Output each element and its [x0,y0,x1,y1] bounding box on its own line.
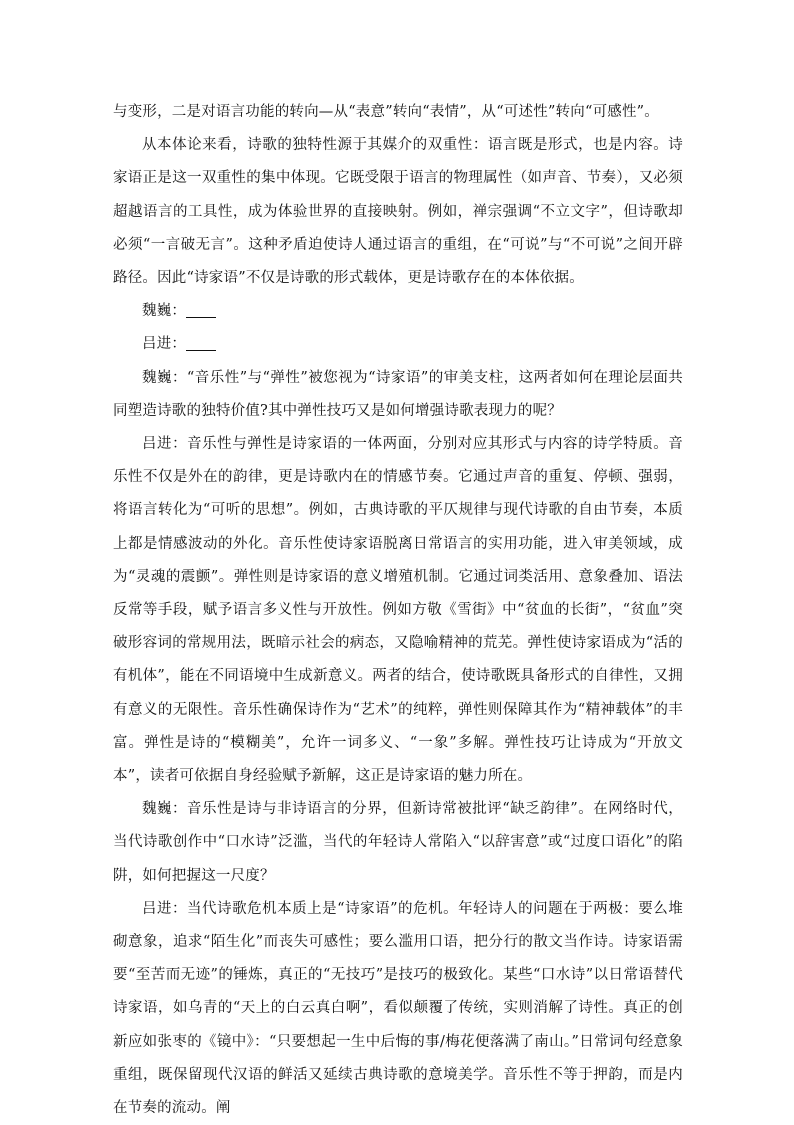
paragraph-answer-3: 吕进：当代诗歌危机本质上是“诗家语”的危机。年轻诗人的问题在于两极：要么堆砌意象，追求“陌生化”而丧失可感性；要么滥用口语，把分行的散文当作诗。诗家语需要“至苦而无迹”的锤炼，真正的“无技巧”是技巧的极致化。某些“口水诗”以日常语替代诗家语，如乌青的“天上的白云真白啊”，看似颠覆了传统，实则消解了诗性。真正的创新应如张枣的《镜中》：“只要想起一生中后悔的事/梅花便落满了南山。”日常词句经意象重组，既保留现代汉语的鲜活又延续古典诗歌的意境美学。音乐性不等于押韵，而是内在节奏的流动。阐 [113,900,683,1117]
document-body [113,96,683,1125]
fill-in-blank-2 [186,334,216,351]
question-blank-weiwei [113,295,683,328]
answer-blank-lvjin [113,328,683,361]
paragraph-question-2: 魏巍：“音乐性”与“弹性”被您视为“诗家语”的审美支柱，这两者如何在理论层面共同塑造诗歌的独特价值?其中弹性技巧又是如何增强诗歌表现力的呢？ [113,369,683,419]
speaker-label-weiwei: 魏巍： [142,303,187,320]
speaker-label-lvjin: 吕进： [142,336,187,353]
paragraph-1: 与变形，二是对语言功能的转向—从“表意”转向“表情”，从“可述性”转向“可感性”。 [113,104,659,120]
paragraph-question-3: 魏巍：音乐性是诗与非诗语言的分界，但新诗常被批评“缺乏韵律”。在网络时代，当代诗歌创作中“口水诗”泛滥，当代的年轻诗人常陷入“以辞害意”或“过度口语化”的陷阱，如何把握这一尺度？ [113,801,683,884]
fill-in-blank-1 [186,301,216,318]
paragraph-answer-2: 吕进：音乐性与弹性是诗家语的一体两面，分别对应其形式与内容的诗学特质。音乐性不仅是外在的韵律，更是诗歌内在的情感节奏。它通过声音的重复、停顿、强弱，将语言转化为“可听的思想”。例如，古典诗歌的平仄规律与现代诗歌的自由节奏，本质上都是情感波动的外化。音乐性使诗家语脱离日常语言的实用功能，进入审美领域，成为“灵魂的震颤”。弹性则是诗家语的意义增殖机制。它通过词类活用、意象叠加、语法反常等手段，赋予语言多义性与开放性。例如方敬《雪街》中“贫血的长街”，“贫血”突破形容词的常规用法，既暗示社会的病态，又隐喻精神的荒芜。弹性使诗家语成为“活的有机体”，能在不同语境中生成新意义。两者的结合，使诗歌既具备形式的自律性，又拥有意义的无限性。音乐性确保诗作为“艺术”的纯粹，弹性则保障其作为“精神载体”的丰富。弹性是诗的“模糊美”，允许一词多义、“一象”多解。弹性技巧让诗成为“开放文本”，读者可依据自身经验赋予新解，这正是诗家语的魅力所在。 [113,436,683,785]
paragraph-2: 从本体论来看，诗歌的独特性源于其媒介的双重性：语言既是形式，也是内容。诗家语正是这一双重性的集中体现。它既受限于语言的物理属性（如声音、节奏），又必须超越语言的工具性，成为体验世界的直接映射。例如，禅宗强调“不立文字”，但诗歌却必须“一言破无言”。这种矛盾迫使诗人通过语言的重组，在“可说”与“不可说”之间开辟路径。因此“诗家语”不仅是诗歌的形式载体，更是诗歌存在的本体依据。 [113,137,683,287]
